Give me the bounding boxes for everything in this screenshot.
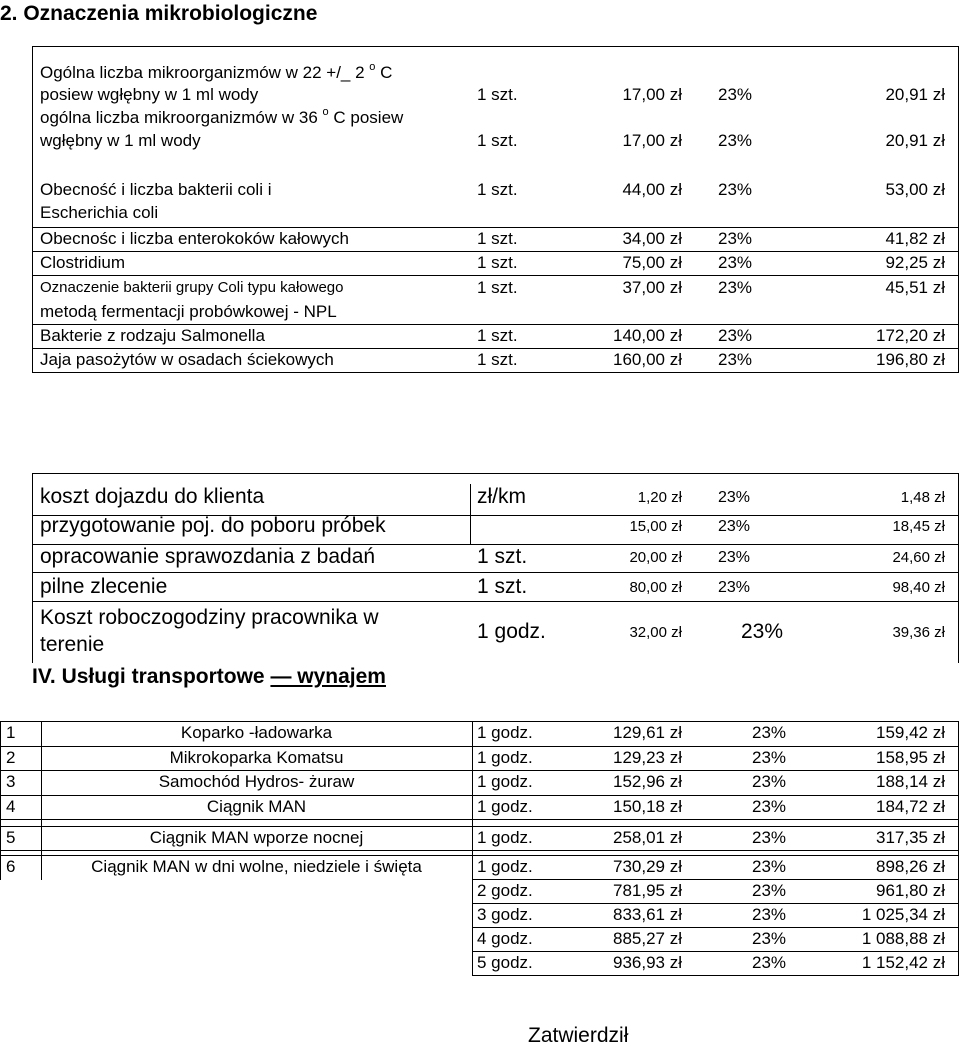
item-vat: 23% [752,905,787,924]
item-unit: 1 szt. [477,85,518,104]
item-unit: 1 szt. [477,229,518,248]
item-gross-price: 24,60 zł [892,549,945,566]
item-unit: 5 godz. [477,953,533,972]
item-gross-price: 317,35 zł [876,828,945,847]
item-vat: 23% [752,828,787,847]
item-vat: 23% [718,549,751,566]
item-number: 4 [6,797,16,816]
item-unit: 1 szt. [477,180,518,199]
item-unit: 1 szt. [477,278,518,297]
item-name: Clostridium [40,253,126,272]
item-vat: 23% [718,253,753,272]
item-name: Ciągnik MAN [206,797,307,816]
item-net-price: 833,61 zł [613,905,682,924]
item-name: Ogólna liczba mikroorganizmów w 22 +/_ 2 $^o$ C [40,61,393,82]
item-gross-price: 188,14 zł [876,772,945,791]
item-gross-price: 98,40 zł [892,579,945,596]
item-net-price: 34,00 zł [622,229,682,248]
item-net-price: 140,00 zł [613,326,682,345]
item-name-cont: posiew wgłębny w 1 ml wody [40,85,259,104]
item-vat: 23% [718,229,753,248]
item-vat: 23% [718,131,753,150]
item-unit: zł/km [477,485,526,508]
item-name: Ciągnik MAN w dni wolne, niedziele i święta [91,857,422,876]
section-title: 2. Oznaczenia mikrobiologiczne [0,2,318,25]
item-vat: 23% [752,953,787,972]
item-unit: 1 szt. [477,131,518,150]
item-vat: 23% [752,797,787,816]
transport-title: IV. Usługi transportowe — wynajem [32,665,386,688]
item-net-price: 75,00 zł [622,253,682,272]
item-net-price: 32,00 zł [629,624,682,641]
item-vat: 23% [741,620,784,643]
item-name: Jaja pasożytów w osadach ściekowych [40,350,334,369]
item-name: Oznaczenie bakterii grupy Coli typu kałowego [40,279,344,296]
item-name: Koparko -ładowarka [180,723,333,742]
item-vat: 23% [752,723,787,742]
item-vat: 23% [718,350,753,369]
item-unit: 2 godz. [477,881,533,900]
item-vat: 23% [718,579,751,596]
item-name-cont: wgłębny w 1 ml wody [40,131,201,150]
item-vat: 23% [718,518,751,535]
item-net-price: 20,00 zł [629,549,682,566]
item-vat: 23% [752,857,787,876]
item-unit: 1 szt. [477,350,518,369]
item-unit: 1 godz. [477,772,533,791]
item-gross-price: 196,80 zł [876,350,945,369]
item-gross-price: 20,91 zł [885,85,945,104]
item-gross-price: 184,72 zł [876,797,945,816]
item-net-price: 129,23 zł [613,748,682,767]
item-net-price: 80,00 zł [629,579,682,596]
item-number: 5 [6,828,16,847]
item-name-cont: terenie [40,633,105,656]
item-gross-price: 41,82 zł [885,229,945,248]
item-unit: 1 godz. [477,828,533,847]
item-number: 6 [6,857,16,876]
item-net-price: 781,95 zł [613,881,682,900]
item-name: ogólna liczba mikroorganizmów w 36 $^o$ C posiew [40,106,404,127]
item-name: Mikrokoparka Komatsu [169,748,344,767]
item-gross-price: 1 025,34 zł [861,905,945,924]
item-gross-price: 158,95 zł [876,748,945,767]
item-name-cont: Escherichia coli [40,203,159,222]
item-vat: 23% [752,748,787,767]
item-number: 1 [6,723,16,742]
item-unit: 1 godz. [477,748,533,767]
approval-label: Zatwierdził [528,1024,629,1047]
item-net-price: 258,01 zł [613,828,682,847]
item-vat: 23% [718,278,753,297]
item-gross-price: 53,00 zł [885,180,945,199]
item-vat: 23% [752,929,787,948]
item-unit: 1 godz. [477,797,533,816]
item-name: przygotowanie poj. do poboru próbek [40,514,386,537]
item-unit: 1 godz. [477,620,546,643]
item-net-price: 936,93 zł [613,953,682,972]
item-gross-price: 39,36 zł [892,624,945,641]
item-vat: 23% [718,180,753,199]
item-gross-price: 20,91 zł [885,131,945,150]
item-unit: 1 godz. [477,857,533,876]
item-unit: 4 godz. [477,929,533,948]
item-net-price: 885,27 zł [613,929,682,948]
item-unit: 1 szt. [477,575,528,598]
item-name: Ciągnik MAN wporze nocnej [149,828,364,847]
item-name: pilne zlecenie [40,575,168,598]
item-name: opracowanie sprawozdania z badań [40,545,376,568]
item-number: 2 [6,748,16,767]
item-gross-price: 18,45 zł [892,518,945,535]
item-unit: 1 szt. [477,253,518,272]
item-unit: 3 godz. [477,905,533,924]
item-vat: 23% [718,85,753,104]
item-net-price: 730,29 zł [613,857,682,876]
item-net-price: 150,18 zł [613,797,682,816]
item-net-price: 129,61 zł [613,723,682,742]
item-net-price: 17,00 zł [622,131,682,150]
item-gross-price: 45,51 zł [885,278,945,297]
item-net-price: 160,00 zł [613,350,682,369]
item-gross-price: 172,20 zł [876,326,945,345]
item-unit: 1 godz. [477,723,533,742]
item-net-price: 1,20 zł [637,489,682,506]
item-number: 3 [6,772,16,791]
item-name-cont: metodą fermentacji probówkowej - NPL [40,302,337,321]
item-gross-price: 898,26 zł [876,857,945,876]
item-name: Bakterie z rodzaju Salmonella [40,326,265,345]
item-net-price: 15,00 zł [629,518,682,535]
item-name: Samochód Hydros- żuraw [158,772,355,791]
item-vat: 23% [752,881,787,900]
item-name: Obecność i liczba bakterii coli i [40,180,272,199]
item-gross-price: 1 088,88 zł [861,929,945,948]
item-name: koszt dojazdu do klienta [40,485,265,508]
item-net-price: 17,00 zł [622,85,682,104]
item-net-price: 37,00 zł [622,278,682,297]
item-unit: 1 szt. [477,326,518,345]
item-vat: 23% [718,326,753,345]
item-name: Obecnośc i liczba enterokoków kałowych [40,229,349,248]
item-gross-price: 961,80 zł [876,881,945,900]
item-vat: 23% [752,772,787,791]
item-net-price: 152,96 zł [613,772,682,791]
item-unit: 1 szt. [477,545,528,568]
item-gross-price: 1,48 zł [900,489,945,506]
item-gross-price: 92,25 zł [885,253,945,272]
item-gross-price: 1 152,42 zł [861,953,945,972]
item-gross-price: 159,42 zł [876,723,945,742]
item-name: Koszt roboczogodziny pracownika w [40,606,379,629]
item-vat: 23% [718,489,751,506]
item-net-price: 44,00 zł [622,180,682,199]
